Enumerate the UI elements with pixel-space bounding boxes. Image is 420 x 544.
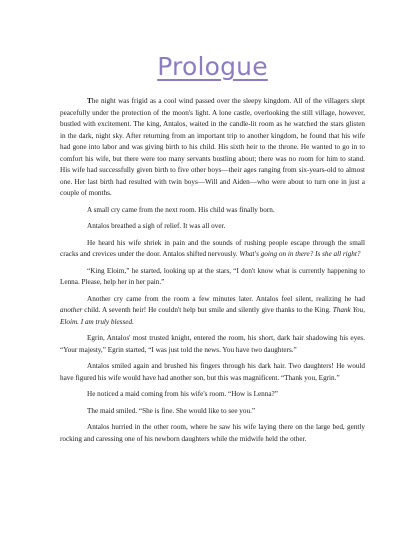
paragraph-10: The maid smiled. “She is fine. She would like to see you.” <box>87 406 256 415</box>
paragraph-1-text: he night was frigid as a cool wind passed over the sleepy kingdom. All of the villagers slept peacefully under the protection of the moon's light. A lone castle, overlooking the still village, however, bustled with excitement. The king, Antalos, waited in the candle-lit room as he watched the stars glisten in the dark, night sky. After returning from an important trip to another kingdom, he found that his wife had gone into labor and was giving birth to his child. His sixth heir to the throne. He wanted to go in to comfort his wife, but there were too many servants bustling about; there was no room for him to stand. His wife had successfully given birth to five other boys—their ages ranging from six-years-old to almost one. Her last birth had resulted with twin boys—Will and Aiden—who were about to turn one in just a couple of months. <box>60 97 365 197</box>
paragraph-11: Antalos hurried in the other room, where he saw his wife laying there on the large bed, gently rocking and caressing one of his newborn daughters while the midwife held the other. <box>60 423 365 443</box>
paragraph-6-emphasis: another <box>60 306 83 314</box>
paragraph-5: “King Eloim,” he started, looking up at the stars, “I don't know what is currently happening to Lenna. Please, help her in her pain.” <box>60 266 365 286</box>
paragraph-8: Antalos smiled again and brushed his fingers through his dark hair. Two daughters! He would have figured his wife would have had another son, but this was magnificent. “Thank you, Egrin.” <box>60 362 365 382</box>
paragraph-9: He noticed a maid coming from his wife's room. “How is Lenna?” <box>87 390 278 398</box>
paragraph-6-text-b: child. A seventh heir! He couldn't help but smile and silently give thanks to the King. <box>82 306 333 314</box>
paragraph-1 <box>60 96 365 200</box>
paragraph-6-thought: Thank You, Eloim. I am truly blessed. <box>60 306 365 326</box>
paragraph-4 <box>60 238 365 261</box>
paragraph-6 <box>60 294 365 329</box>
prologue-body <box>60 96 365 445</box>
paragraph-7: Egrin, Antalos' most trusted knight, entered the room, his short, dark hair shadowing his eyes. “Your majesty,” Egrin started, “I was just told the news. You have two daughters.” <box>60 334 365 354</box>
paragraph-3: Antalos breathed a sigh of relief. It was all over. <box>87 222 226 230</box>
paragraph-2: A small cry came from the next room. His child was finally born. <box>87 205 275 214</box>
page-title: Prologue <box>157 52 268 81</box>
paragraph-4-text: He heard his wife shriek in pain and the sounds of rushing people escape through the small cracks and crevices under the door. Antalos shifted nervously. <box>60 238 365 258</box>
drop-cap: T <box>87 97 92 105</box>
paragraph-6-text-a: Another cry came from the room a few minutes later. Antalos feel silent, realizing he had <box>87 294 365 303</box>
paragraph-4-thought: What's going on in there? Is she all right? <box>239 250 361 258</box>
